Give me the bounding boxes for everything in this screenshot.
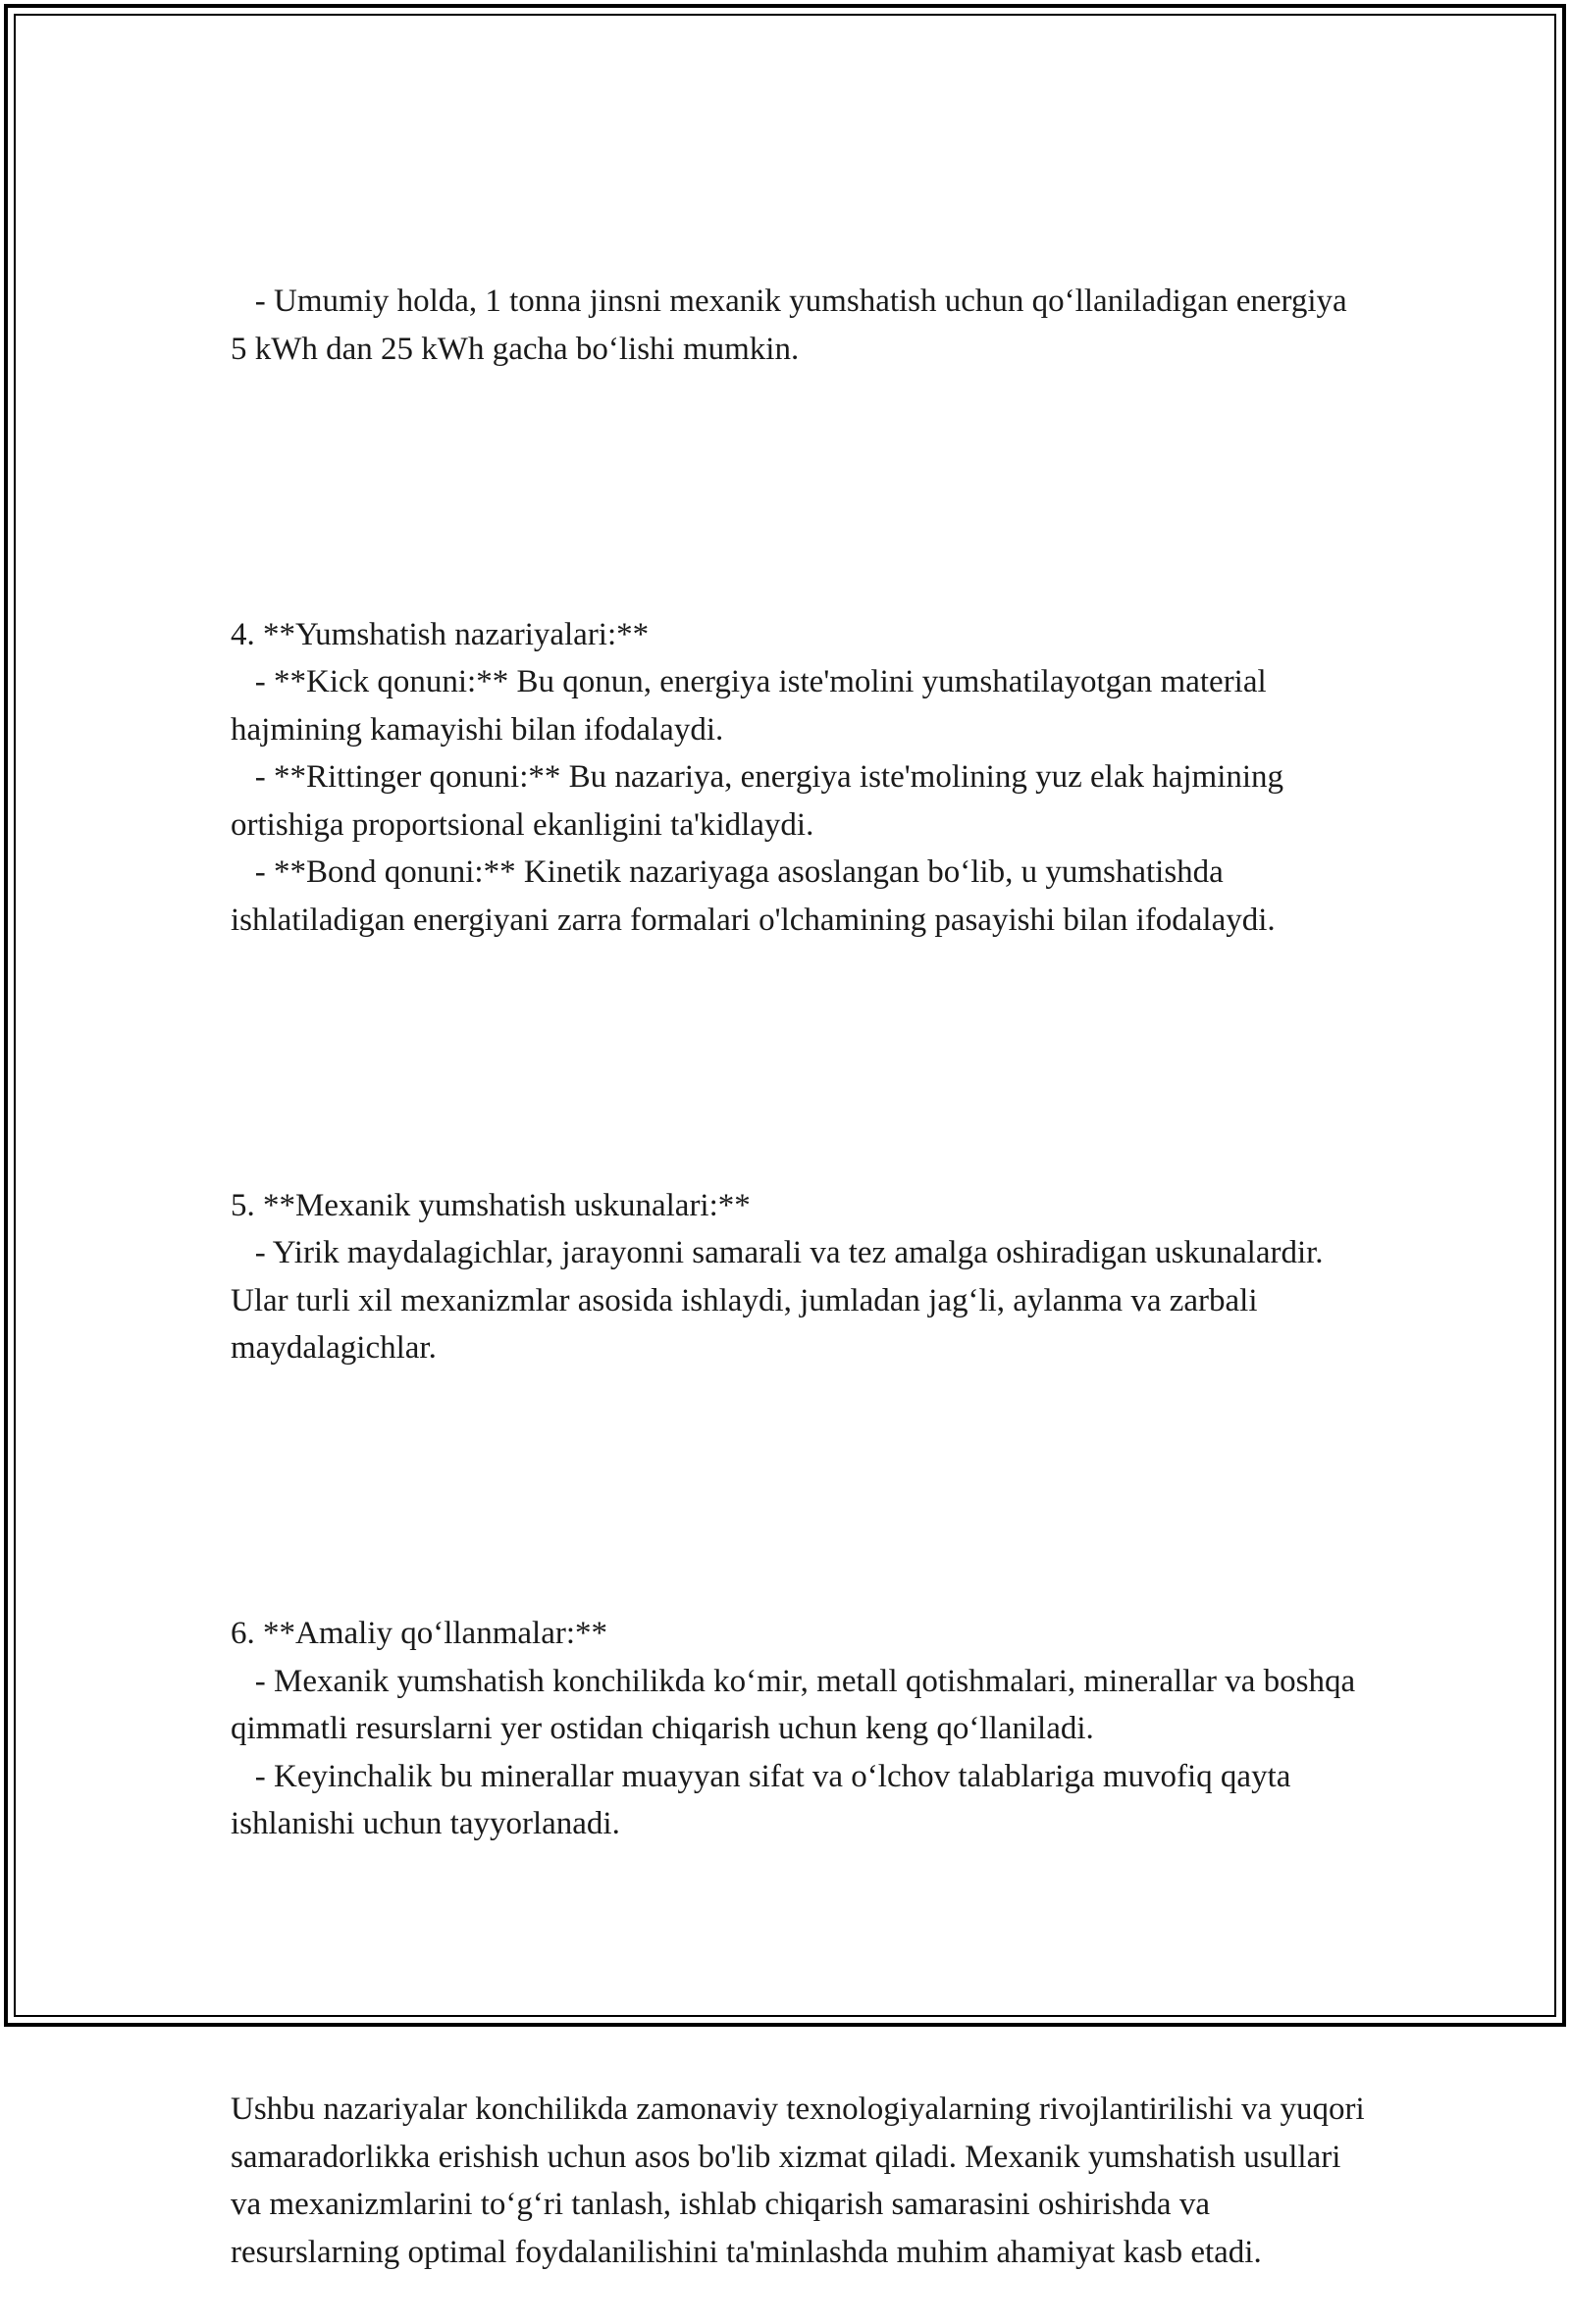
paragraph-spacer	[231, 1943, 1369, 1991]
paragraph-spacer	[231, 1468, 1369, 1516]
paragraph-energy-note: - Umumiy holda, 1 tonna jinsni mexanik yumshatish uchun qo‘llaniladigan energiya 5 kWh dan 25 kWh gacha bo‘lishi mumkin.	[231, 284, 1355, 367]
document-body	[231, 182, 1373, 2324]
paragraph-conclusion: Ushbu nazariyalar konchilikda zamonaviy texnologiyalarning rivojlantirilishi va yuqori samaradorlikka erishish uchun asos bo'lib xizmat qiladi. Mexanik yumshatish usullari va mexanizmlarini to‘g‘ri tanlash, ishlab chiqarish samarasini oshirishda va resurslarning optimal foydalanilishini ta'minlashda muhim ahamiyat kasb etadi.	[231, 2092, 1373, 2270]
paragraph-theories: 4. **Yumshatish nazariyalari:** - **Kick qonuni:** Bu qonun, energiya iste'molini yumshatilayotgan material hajmining kamayishi bilan ifodalaydi. - **Rittinger qonuni:** Bu nazariya, energiya iste'molining yuz elak hajmining ortishiga proportsional ekanligini ta'kidlaydi. - **Bond qonuni:** Kinetik nazariyaga asoslangan bo‘lib, u yumshatishda ishlatiladigan energiyani zarra formalari o'lchamining pasayishi bilan ifodalaydi.	[231, 616, 1284, 938]
paragraph-spacer	[231, 1039, 1369, 1087]
paragraph-applications: 6. **Amaliy qo‘llanmalar:** - Mexanik yumshatish konchilikda ko‘mir, metall qotishmalari, minerallar va boshqa qimmatli resurslarni yer ostidan chiqarish uchun keng qo‘llaniladi. - Keyinchalik bu minerallar muayyan sifat va o‘lchov talablariga muvofiq qayta ishlanishi uchun tayyorlanadi.	[231, 1616, 1356, 1841]
paragraph-equipment: 5. **Mexanik yumshatish uskunalari:** - Yirik maydalagichlar, jarayonni samarali va tez amalga oshiradigan uskunalardir. Ular turli xil mexanizmlar asosida ishlaydi, jumladan jag‘li, aylanma va zarbali maydalagichlar.	[231, 1187, 1324, 1366]
paragraph-spacer	[231, 468, 1369, 516]
